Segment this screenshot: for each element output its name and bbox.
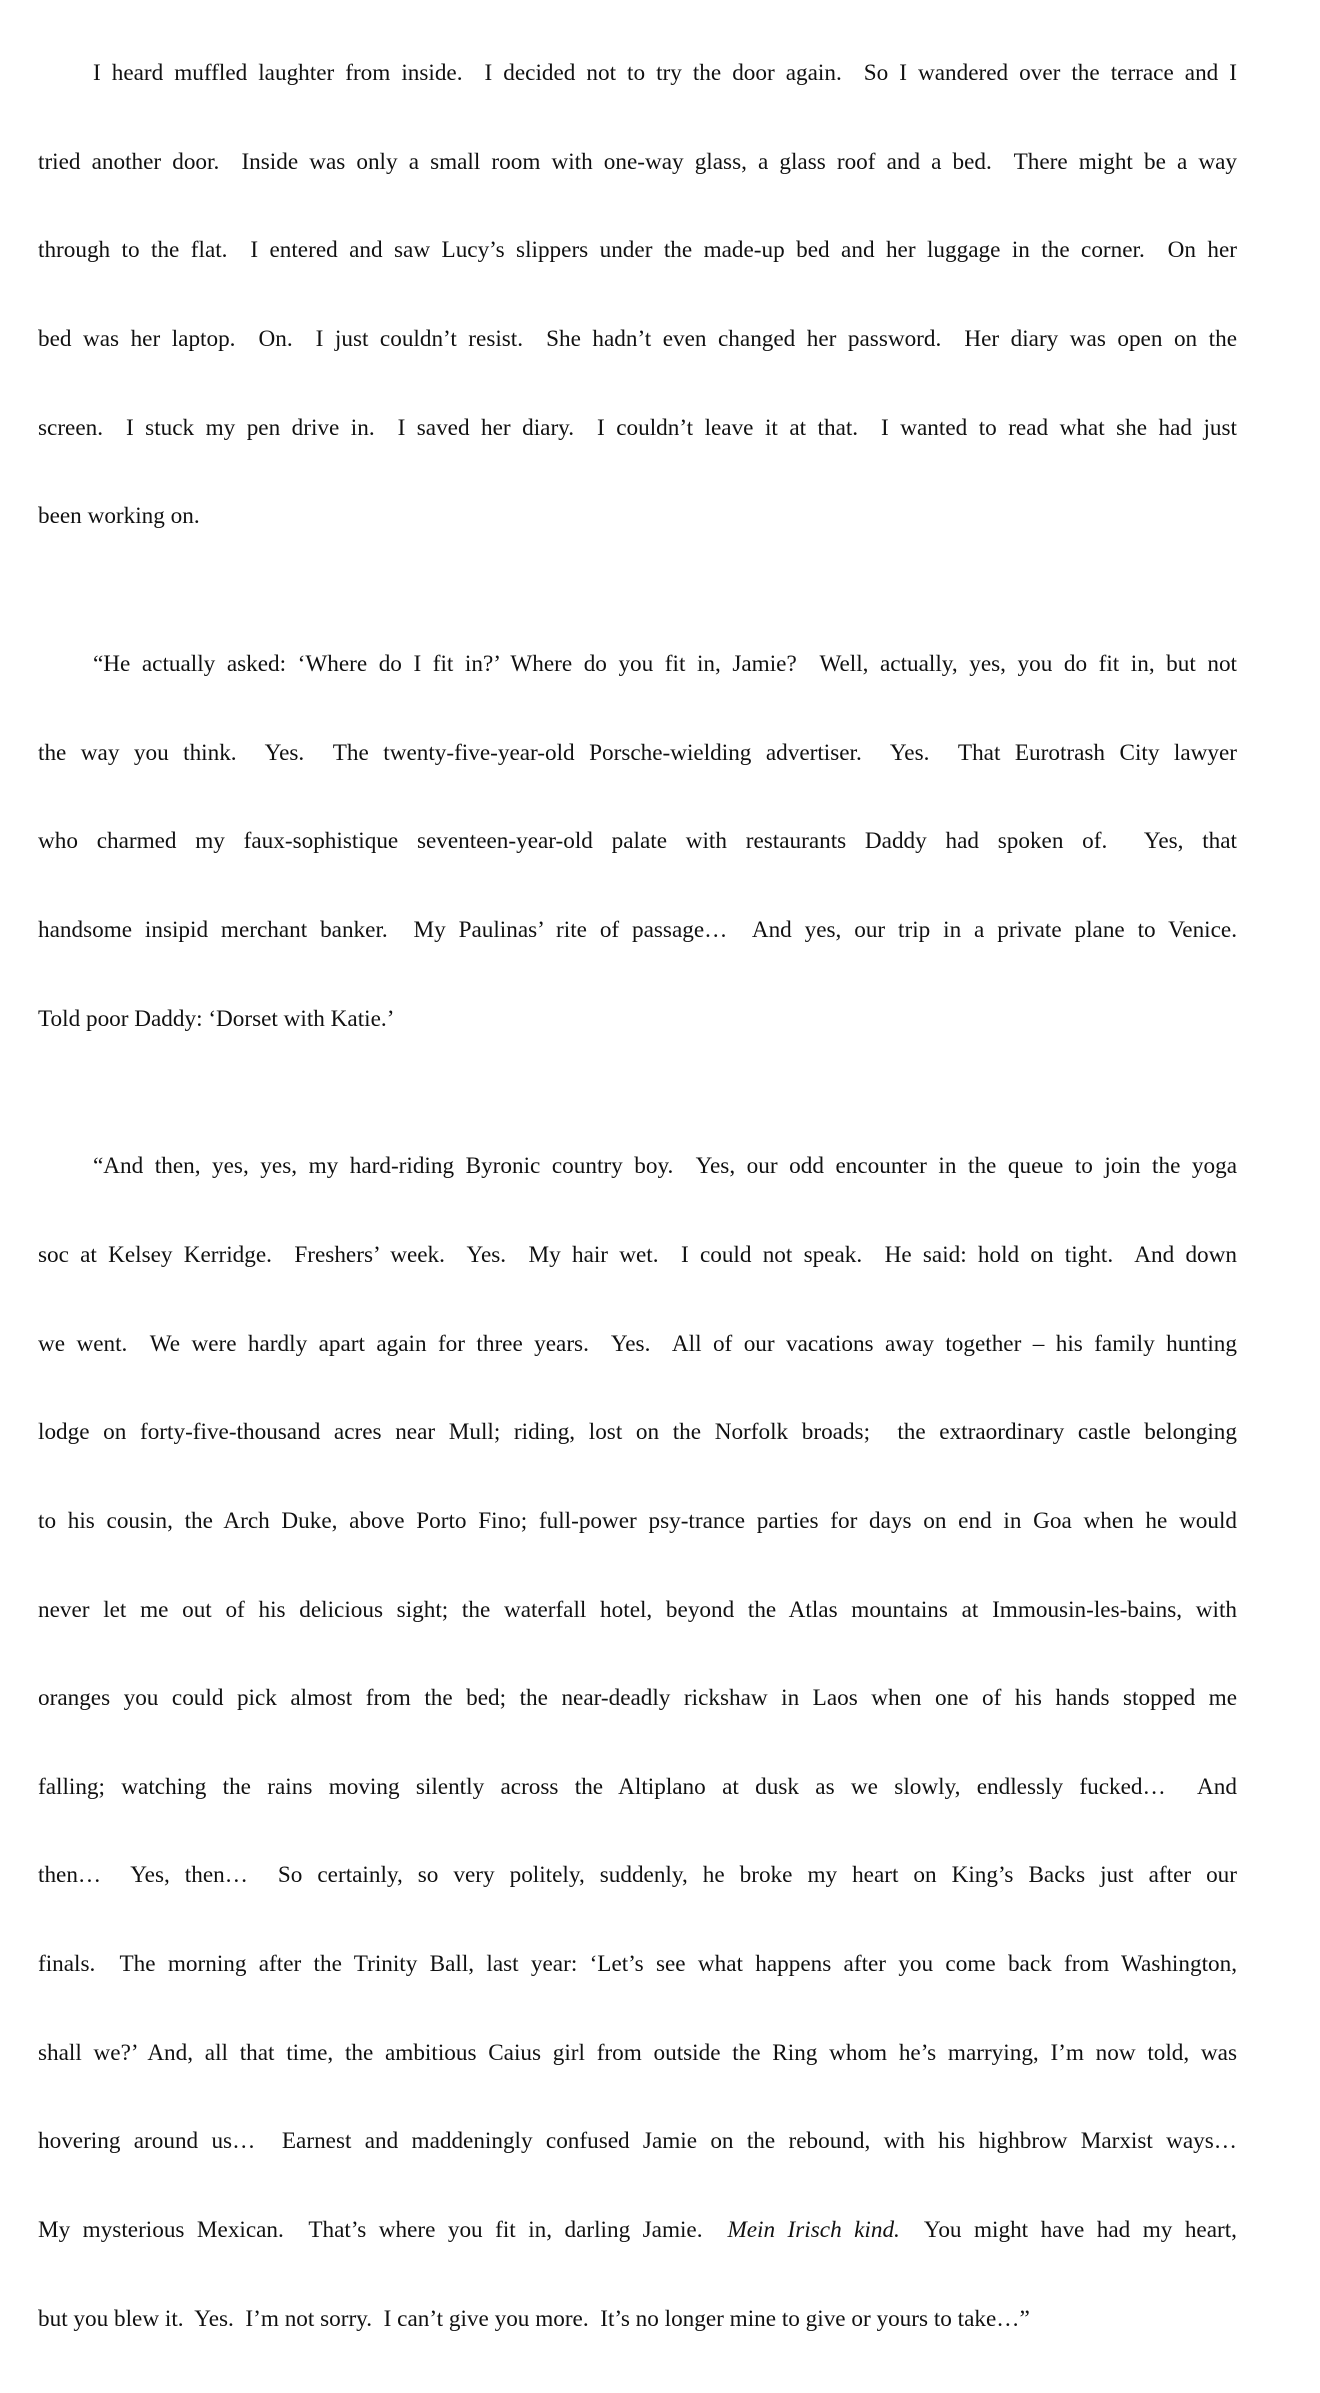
text-line: then… Yes, then… So certainly, so very politely, suddenly, he broke my heart on King’s Backs just after our	[38, 1862, 1237, 1889]
paragraph-3	[38, 1093, 1237, 2393]
text-line: Told poor Daddy: ‘Dorset with Katie.’	[38, 1005, 395, 1032]
text-line: handsome insipid merchant banker. My Paulinas’ rite of passage… And yes, our trip in a private plane to Venice.	[38, 916, 1237, 943]
text-line-with-italic	[38, 2216, 1237, 2246]
italic-phrase: Mein Irisch kind.	[727, 2217, 900, 2244]
paragraph-1	[38, 0, 1237, 591]
text-line: never let me out of his delicious sight; the waterfall hotel, beyond the Atlas mountains at Immousin-les-bains, with	[38, 1596, 1237, 1623]
text-line: lodge on forty-five-thousand acres near Mull; riding, lost on the Norfolk broads; the extraordinary castle belonging	[38, 1419, 1237, 1446]
text-line: shall we?’ And, all that time, the ambitious Caius girl from outside the Ring whom he’s marrying, I’m now told, was	[38, 2039, 1237, 2066]
text-line: falling; watching the rains moving silently across the Altiplano at dusk as we slowly, endlessly fucked… And	[38, 1773, 1237, 1800]
paragraph-2	[38, 591, 1237, 1093]
text-line: been working on.	[38, 503, 200, 530]
text-line: we went. We were hardly apart again for three years. Yes. All of our vacations away together – his family hunting	[38, 1330, 1237, 1357]
text-line: through to the flat. I entered and saw Lucy’s slippers under the made-up bed and her luggage in the corner. On her	[38, 237, 1237, 264]
document-page	[38, 0, 1237, 2393]
text-run: You might have had my heart,	[899, 2217, 1237, 2244]
text-line: to his cousin, the Arch Duke, above Porto Fino; full-power psy-trance parties for days on end in Goa when he would	[38, 1507, 1237, 1534]
text-run: My mysterious Mexican. That’s where you fit in, darling Jamie.	[38, 2217, 728, 2244]
text-line: tried another door. Inside was only a small room with one-way glass, a glass roof and a bed. There might be a way	[38, 148, 1237, 175]
text-line: soc at Kelsey Kerridge. Freshers’ week. Yes. My hair wet. I could not speak. He said: hold on tight. And down	[38, 1241, 1237, 1268]
text-line: “And then, yes, yes, my hard-riding Byronic country boy. Yes, our odd encounter in the queue to join the yoga	[93, 1153, 1237, 1180]
text-line: but you blew it. Yes. I’m not sorry. I can’t give you more. It’s no longer mine to give or yours to take…”	[38, 2305, 1030, 2332]
text-line: the way you think. Yes. The twenty-five-year-old Porsche-wielding advertiser. Yes. That Eurotrash City lawyer	[38, 739, 1237, 766]
text-line: finals. The morning after the Trinity Ball, last year: ‘Let’s see what happens after you come back from Washington,	[38, 1951, 1237, 1978]
text-line: bed was her laptop. On. I just couldn’t resist. She hadn’t even changed her password. Her diary was open on the	[38, 326, 1237, 353]
text-line: “He actually asked: ‘Where do I fit in?’ Where do you fit in, Jamie? Well, actually, yes, you do fit in, but not	[93, 651, 1237, 678]
text-line: hovering around us… Earnest and maddeningly confused Jamie on the rebound, with his highbrow Marxist ways…	[38, 2128, 1237, 2155]
text-line: who charmed my faux-sophistique seventeen-year-old palate with restaurants Daddy had spoken of. Yes, that	[38, 828, 1237, 855]
text-line: screen. I stuck my pen drive in. I saved her diary. I couldn’t leave it at that. I wanted to read what she had just	[38, 414, 1237, 441]
text-line: oranges you could pick almost from the bed; the near-deadly rickshaw in Laos when one of his hands stopped me	[38, 1685, 1237, 1712]
text-line: I heard muffled laughter from inside. I decided not to try the door again. So I wandered over the terrace and I	[93, 60, 1237, 87]
